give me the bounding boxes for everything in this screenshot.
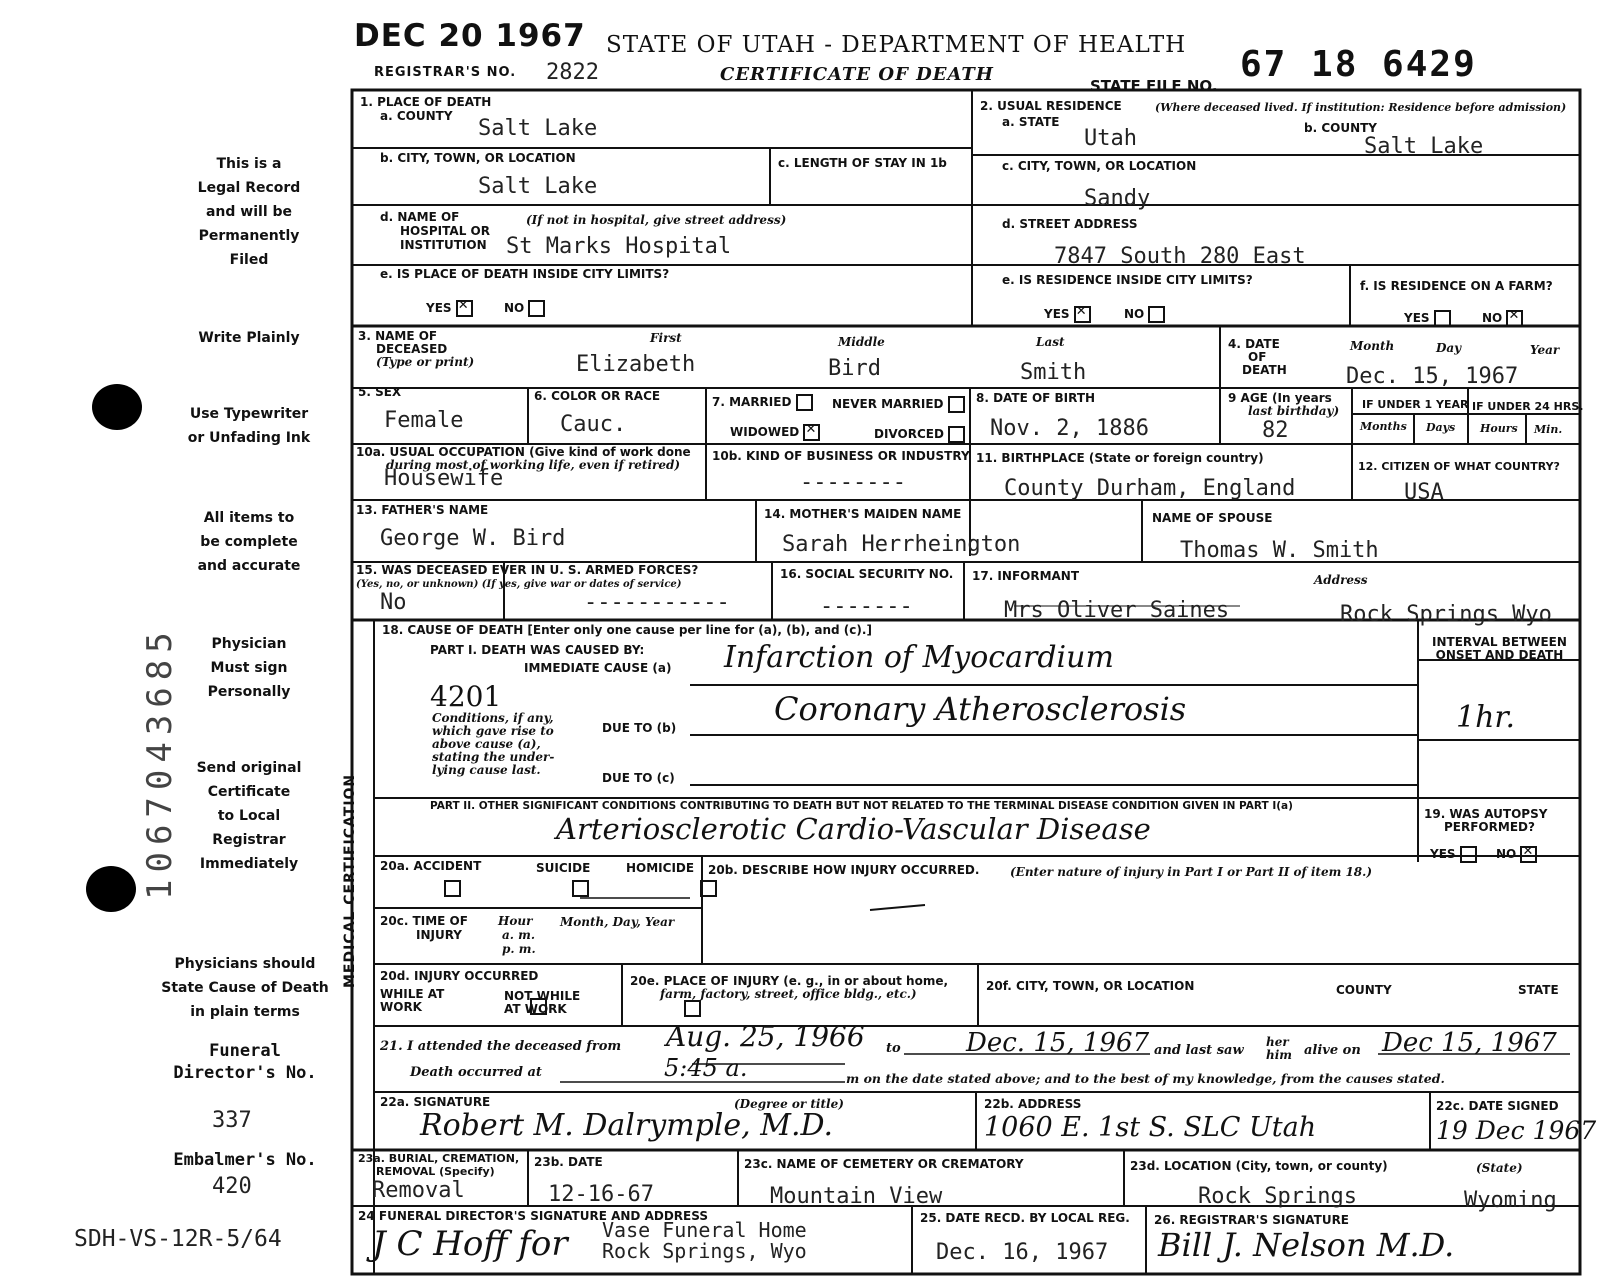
cemetery-value: Mountain View xyxy=(770,1184,943,1209)
embalmer-label: Embalmer's No. xyxy=(173,1150,317,1170)
res-city-value: Sandy xyxy=(1084,186,1151,211)
due-to-c-label: DUE TO (c) xyxy=(602,771,675,785)
disease-code: 4201 xyxy=(430,680,502,713)
medical-certification-label: MEDICAL CERTIFICATION xyxy=(342,773,358,988)
suicide-label: SUICIDE xyxy=(536,861,591,875)
funeral-director-no: 337 xyxy=(212,1108,252,1133)
signature-label: 22a. SIGNATURE xyxy=(380,1095,491,1109)
race-label: 6. COLOR OR RACE xyxy=(534,389,661,403)
funeral-director-label: Funeral Director's No. xyxy=(173,1041,317,1083)
farm-label: f. IS RESIDENCE ON A FARM? xyxy=(1360,279,1553,293)
funeral-director-signature: J C Hoff for xyxy=(372,1224,568,1264)
father-label: 13. FATHER'S NAME xyxy=(356,503,489,517)
age-label: 9 AGE (In years last birthday) xyxy=(1228,391,1340,418)
form-title: STATE OF UTAH - DEPARTMENT OF HEALTH xyxy=(606,32,1187,58)
legal-record-note: This is a Legal Record and will be Permanently Filed xyxy=(197,156,301,268)
autopsy-label: 19. WAS AUTOPSY PERFORMED? xyxy=(1424,807,1548,834)
days-label: Days xyxy=(1426,421,1456,434)
occupation-value: Housewife xyxy=(384,466,504,491)
day-label: Day xyxy=(1436,341,1462,355)
length-of-stay-label: c. LENGTH OF STAY IN 1b xyxy=(778,156,947,170)
funeral-director-sig-label: 24 FUNERAL DIRECTOR'S SIGNATURE AND ADDRESS xyxy=(358,1209,708,1223)
sex-value: Female xyxy=(384,408,464,433)
divorced-option: DIVORCED xyxy=(874,426,965,443)
occupation-label: 10a. USUAL OCCUPATION (Give kind of work done during most of working life, even if retired) xyxy=(356,445,691,472)
injury-occurred-label: 20d. INJURY OCCURRED xyxy=(380,969,539,983)
send-original-note: Send original Certificate to Local Registrar Immediately xyxy=(196,760,302,872)
degree-label: (Degree or title) xyxy=(734,1097,844,1111)
never-married-option: NEVER MARRIED xyxy=(832,396,965,413)
checkbox-widowed-checked[interactable] xyxy=(803,424,820,441)
res-inside-no: NO xyxy=(1124,306,1165,323)
checkbox-married[interactable] xyxy=(796,394,813,411)
cemetery-label: 23c. NAME OF CEMETERY OR CREMATORY xyxy=(744,1157,1024,1171)
her-him-label: her him xyxy=(1266,1035,1292,1062)
write-plainly-note: Write Plainly xyxy=(198,330,300,346)
year-label: Year xyxy=(1530,343,1560,357)
first-name-value: Elizabeth xyxy=(576,352,696,377)
county-label: a. COUNTY xyxy=(380,109,453,123)
res-county-label: b. COUNTY xyxy=(1304,121,1377,135)
last-saw-label: and last saw xyxy=(1154,1043,1244,1058)
interval-label: INTERVAL BETWEEN ONSET AND DEATH xyxy=(1432,635,1567,662)
married-option: 7. MARRIED xyxy=(712,394,813,411)
cause-of-death-label: 18. CAUSE OF DEATH [Enter only one cause per line for (a), (b), and (c).] xyxy=(382,623,872,637)
autopsy-no: NO ✕ xyxy=(1496,846,1537,863)
physician-sign-note: Physician Must sign Personally xyxy=(207,636,291,700)
date-signed-value: 19 Dec 1967 xyxy=(1436,1116,1597,1145)
state-file-no: 67 18 6429 xyxy=(1240,44,1477,85)
accident-label: 20a. ACCIDENT xyxy=(380,859,482,873)
vertical-serial-no: 1067043685 xyxy=(140,625,180,900)
time-of-injury-label: 20c. TIME OF INJURY xyxy=(380,914,468,942)
informant-address-label: Address xyxy=(1314,573,1368,587)
injury-state-label: STATE xyxy=(1518,983,1559,997)
citizen-label: 12. CITIZEN OF WHAT COUNTRY? xyxy=(1358,460,1560,473)
checkbox-yes[interactable] xyxy=(1434,310,1451,327)
inside-city-no: NO xyxy=(504,300,545,317)
age-value: 82 xyxy=(1262,418,1289,443)
farm-no: NO ✕ xyxy=(1482,310,1523,327)
checkbox-yes-checked[interactable] xyxy=(1074,306,1091,323)
complete-note: All items to be complete and accurate xyxy=(197,510,301,574)
business-value: -------- xyxy=(800,470,906,495)
alive-on-label: alive on xyxy=(1304,1043,1361,1058)
county-value: Salt Lake xyxy=(478,116,598,141)
armed-forces-note: (Yes, no, or unknown) (If yes, give war or dates of service) xyxy=(356,579,682,590)
autopsy-yes: YES xyxy=(1430,846,1477,863)
not-while-at-work-label: NOT WHILE AT WORK xyxy=(504,989,581,1016)
burial-date-label: 23b. DATE xyxy=(534,1155,603,1169)
last-saw-value: Dec 15, 1967 xyxy=(1382,1028,1557,1058)
state-file-label: STATE FILE NO. xyxy=(1090,77,1218,95)
injury-describe-label: 20b. DESCRIBE HOW INJURY OCCURRED. xyxy=(708,863,980,877)
part1-label: PART I. DEATH WAS CAUSED BY: xyxy=(430,643,645,657)
death-occurred-label: Death occurred at xyxy=(410,1065,542,1080)
physician-address-value: 1060 E. 1st S. SLC Utah xyxy=(984,1112,1317,1143)
sex-label: 5. SEX xyxy=(358,385,402,399)
part2-value: Arteriosclerotic Cardio-Vascular Disease xyxy=(556,812,1151,846)
injury-city-label: 20f. CITY, TOWN, OR LOCATION xyxy=(986,979,1195,993)
hospital-note: (If not in hospital, give street address) xyxy=(526,213,787,227)
street-value: 7847 South 280 East xyxy=(1054,244,1306,269)
hospital-label: d. NAME OF HOSPITAL OR INSTITUTION xyxy=(380,210,490,252)
month-label: Month xyxy=(1350,339,1395,353)
informant-label: 17. INFORMANT xyxy=(972,569,1080,583)
place-of-death-label: 1. PLACE OF DEATH xyxy=(360,95,492,109)
checkbox-yes-checked[interactable] xyxy=(456,300,473,317)
death-statement-label: m on the date stated above; and to the best of my knowledge, from the causes stated. xyxy=(846,1071,1445,1086)
registrar-label: REGISTRAR'S NO. xyxy=(374,65,517,80)
last-label: Last xyxy=(1036,335,1065,349)
interval-value: 1hr. xyxy=(1456,700,1515,735)
date-of-death-value: Dec. 15, 1967 xyxy=(1346,364,1519,389)
hour-label: Hour a. m. p. m. xyxy=(498,914,536,956)
homicide-label: HOMICIDE xyxy=(626,861,695,875)
physician-signature: Robert M. Dalrymple, M.D. xyxy=(420,1108,833,1143)
location-state-label: (State) xyxy=(1476,1161,1523,1175)
inside-city-label: e. IS PLACE OF DEATH INSIDE CITY LIMITS? xyxy=(380,267,670,281)
armed-forces-value: No xyxy=(380,590,407,615)
embalmer-no: 420 xyxy=(212,1174,252,1199)
city-label: b. CITY, TOWN, OR LOCATION xyxy=(380,151,576,165)
part2-label: PART II. OTHER SIGNIFICANT CONDITIONS CONTRIBUTING TO DEATH BUT NOT RELATED TO THE TERMINAL DISEASE CONDITION GIVEN IN PART I(a) xyxy=(430,800,1293,812)
widowed-option: WIDOWED ✕ xyxy=(730,424,820,441)
res-inside-yes: YES ✕ xyxy=(1044,306,1091,323)
months-label: Months xyxy=(1360,420,1407,433)
farm-yes: YES xyxy=(1404,310,1451,327)
date-of-death-label: 4. DATE OF DEATH xyxy=(1228,337,1287,377)
place-of-injury-label: 20e. PLACE OF INJURY (e. g., in or about home, farm, factory, street, office bldg., etc.) xyxy=(630,974,949,1001)
street-label: d. STREET ADDRESS xyxy=(1002,217,1138,231)
res-inside-city-label: e. IS RESIDENCE INSIDE CITY LIMITS? xyxy=(1002,273,1253,287)
address-label: 22b. ADDRESS xyxy=(984,1097,1082,1111)
certificate-title: CERTIFICATE OF DEATH xyxy=(720,64,994,85)
conditions-note: Conditions, if any, which gave rise to above cause (a), stating the under- lying cause last. xyxy=(432,711,555,777)
to-label: to xyxy=(886,1041,901,1056)
middle-name-value: Bird xyxy=(828,356,881,381)
checkbox-no-checked[interactable] xyxy=(1506,310,1523,327)
date-recd-label: 25. DATE RECD. BY LOCAL REG. xyxy=(920,1211,1130,1225)
disposition-label: 23a. BURIAL, CREMATION, REMOVAL (Specify) xyxy=(358,1152,520,1178)
attended-from-value: Aug. 25, 1966 xyxy=(666,1020,865,1053)
informant-address-value: Rock Springs Wyo xyxy=(1340,602,1552,627)
checkbox-accident[interactable] xyxy=(444,880,461,897)
while-at-work-label: WHILE AT WORK xyxy=(380,987,445,1014)
ssn-value: ------- xyxy=(820,594,913,619)
res-state-value: Utah xyxy=(1084,126,1137,151)
physicians-state-note: Physicians should State Cause of Death in plain terms xyxy=(161,956,329,1020)
last-name-value: Smith xyxy=(1020,360,1087,385)
location-value: Rock Springs xyxy=(1198,1184,1357,1209)
checkbox-never-married[interactable] xyxy=(948,396,965,413)
business-label: 10b. KIND OF BUSINESS OR INDUSTRY xyxy=(712,449,970,463)
service-value: ----------- xyxy=(584,590,730,615)
checkbox-suicide[interactable] xyxy=(572,880,589,897)
city-value: Salt Lake xyxy=(478,174,598,199)
death-time-value: 5:45 a. xyxy=(664,1054,748,1082)
registrar-no: 2822 xyxy=(546,60,599,85)
immediate-cause-value: Infarction of Myocardium xyxy=(724,640,1114,675)
race-value: Cauc. xyxy=(560,412,627,437)
hours-label: Hours xyxy=(1480,422,1518,435)
form-number: SDH-VS-12R-5/64 xyxy=(74,1226,282,1252)
checkbox-no[interactable] xyxy=(528,300,545,317)
spouse-label: NAME OF SPOUSE xyxy=(1152,511,1273,525)
res-city-label: c. CITY, TOWN, OR LOCATION xyxy=(1002,159,1197,173)
usual-residence-label: 2. USUAL RESIDENCE xyxy=(980,99,1122,113)
res-county-value: Salt Lake xyxy=(1364,134,1484,159)
first-label: First xyxy=(650,331,682,345)
due-to-b-label: DUE TO (b) xyxy=(602,721,677,735)
dob-value: Nov. 2, 1886 xyxy=(990,416,1149,441)
res-state-label: a. STATE xyxy=(1002,115,1060,129)
usual-residence-note: (Where deceased lived. If institution: Residence before admission) xyxy=(1155,101,1567,114)
under-1-year-label: IF UNDER 1 YEAR xyxy=(1362,398,1469,411)
registrar-sig-label: 26. REGISTRAR'S SIGNATURE xyxy=(1154,1213,1349,1227)
funeral-home-value: Vase Funeral Home Rock Springs, Wyo xyxy=(602,1218,807,1263)
disposition-value: Removal xyxy=(372,1178,465,1203)
ssn-label: 16. SOCIAL SECURITY NO. xyxy=(780,567,954,581)
checkbox-no[interactable] xyxy=(1148,306,1165,323)
injury-county-label: COUNTY xyxy=(1336,983,1392,997)
registrar-signature: Bill J. Nelson M.D. xyxy=(1158,1226,1455,1264)
attended-to-value: Dec. 15, 1967 xyxy=(966,1028,1150,1058)
informant-value: Mrs Oliver Saines xyxy=(1004,598,1230,623)
armed-forces-label: 15. WAS DECEASED EVER IN U. S. ARMED FORCES? xyxy=(356,563,699,577)
hospital-value: St Marks Hospital xyxy=(506,234,732,259)
birthplace-label: 11. BIRTHPLACE (State or foreign country) xyxy=(976,451,1264,465)
checkbox-not-while-at-work[interactable] xyxy=(684,1000,701,1017)
received-date-stamp: DEC 20 1967 xyxy=(354,18,586,54)
spouse-value: Thomas W. Smith xyxy=(1180,538,1379,563)
father-value: George W. Bird xyxy=(380,526,566,551)
month-day-year-label: Month, Day, Year xyxy=(560,915,675,929)
attended-label: 21. I attended the deceased from xyxy=(380,1039,622,1054)
inside-city-yes: YES ✕ xyxy=(426,300,473,317)
immediate-cause-label: IMMEDIATE CAUSE (a) xyxy=(524,661,672,675)
date-signed-label: 22c. DATE SIGNED xyxy=(1436,1099,1559,1113)
middle-label: Middle xyxy=(838,335,885,349)
checkbox-autopsy-no-checked[interactable] xyxy=(1520,846,1537,863)
mother-label: 14. MOTHER'S MAIDEN NAME xyxy=(764,507,962,521)
injury-describe-note: (Enter nature of injury in Part I or Part II of item 18.) xyxy=(1010,865,1373,879)
checkbox-divorced[interactable] xyxy=(948,426,965,443)
date-recd-value: Dec. 16, 1967 xyxy=(936,1240,1109,1265)
under-24-hrs-label: IF UNDER 24 HRS. xyxy=(1472,400,1584,413)
name-deceased-label: 3. NAME OF DECEASED (Type or print) xyxy=(358,329,475,369)
dob-label: 8. DATE OF BIRTH xyxy=(976,391,1096,405)
burial-date-value: 12-16-67 xyxy=(548,1182,654,1207)
checkbox-homicide[interactable] xyxy=(700,880,717,897)
checkbox-autopsy-yes[interactable] xyxy=(1460,846,1477,863)
mother-value: Sarah Herrheington xyxy=(782,532,1021,557)
min-label: Min. xyxy=(1534,423,1563,436)
location-state-value: Wyoming xyxy=(1464,1188,1557,1213)
citizen-value: USA xyxy=(1404,480,1444,505)
birthplace-value: County Durham, England xyxy=(1004,476,1296,501)
due-to-b-value: Coronary Atherosclerosis xyxy=(774,690,1187,728)
location-label: 23d. LOCATION (City, town, or county) xyxy=(1130,1159,1388,1173)
typewriter-note: Use Typewriter or Unfading Ink xyxy=(187,406,311,446)
